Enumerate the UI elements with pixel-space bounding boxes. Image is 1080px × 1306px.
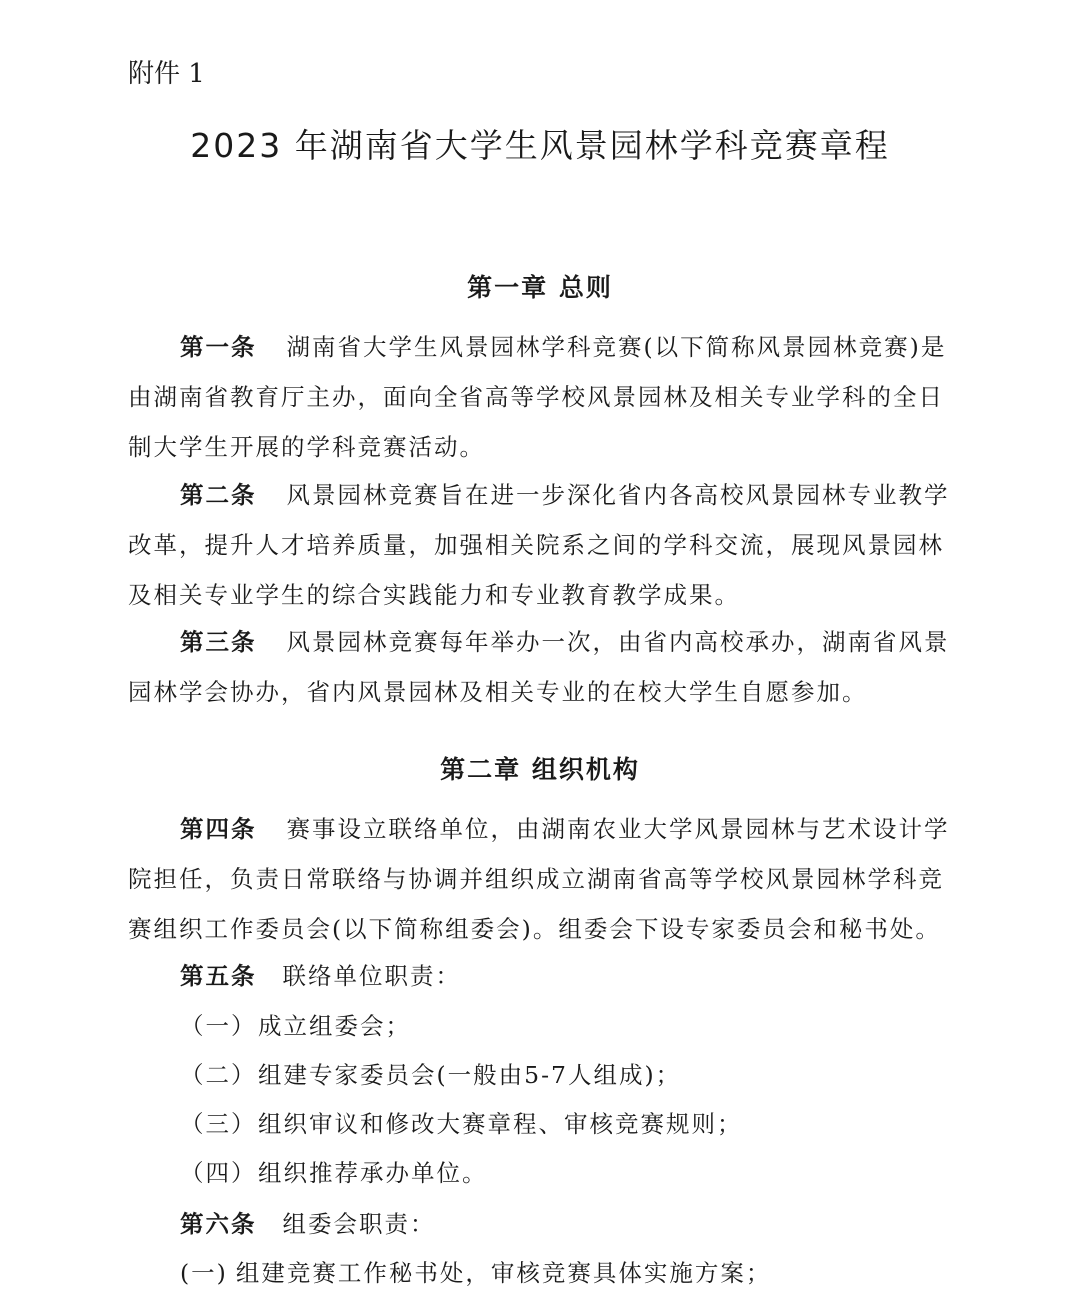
article-paragraph [128,804,968,954]
article-label: 第六条 [180,1210,257,1238]
chapter-heading: 第一章 总则 [467,273,613,302]
chapter-heading: 第二章 组织机构 [440,755,640,784]
article-paragraph [128,322,968,472]
article-paragraph [128,617,968,717]
list-item-text: 组织推荐承办单位。 [258,1159,488,1187]
list-item-text: 组建竞赛工作秘书处，审核竞赛具体实施方案； [235,1259,772,1287]
list-item [180,1057,681,1093]
article-label: 第五条 [180,962,257,990]
list-item-number: (一) [180,1259,228,1287]
article-line [180,958,461,994]
list-item-text: 组织审议和修改大赛章程、审核竞赛规则； [258,1110,743,1138]
article-text: 风景园林竞赛每年举办一次，由省内高校承办，湖南省风景园林学会协办，省内风景园林及相关专业的在校大学生自愿参加。 [128,628,950,706]
list-item-number: （二） [180,1061,257,1089]
article-label: 第一条 [180,333,257,361]
article-label: 第四条 [180,815,257,843]
article-label: 第三条 [180,628,257,656]
article-line [180,1206,436,1242]
list-item [180,1155,488,1191]
list-item-number: （三） [180,1110,257,1138]
attachment-label: 附件 1 [128,59,205,89]
article-text: 组委会职责： [282,1210,436,1238]
article-text: 风景园林竞赛旨在进一步深化省内各高校风景园林专业教学改革，提升人才培养质量，加强相关院系之间的学科交流，展现风景园林及相关专业学生的综合实践能力和专业教育教学成果。 [128,481,950,609]
article-text: 联络单位职责： [282,962,461,990]
list-item-number: （四） [180,1159,257,1187]
article-label: 第二条 [180,481,257,509]
list-item [180,1255,771,1291]
document-title: 2023 年湖南省大学生风景园林学科竞赛章程 [190,126,890,165]
article-paragraph [128,470,968,620]
article-text: 赛事设立联络单位，由湖南农业大学风景园林与艺术设计学院担任，负责日常联络与协调并组织成立湖南省高等学校风景园林学科竞赛组织工作委员会(以下简称组委会)。组委会下设专家委员会和秘书处。 [128,815,950,943]
article-text: 湖南省大学生风景园林学科竞赛(以下简称风景园林竞赛)是由湖南省教育厅主办，面向全省高等学校风景园林及相关专业学科的全日制大学生开展的学科竞赛活动。 [128,333,947,461]
list-item-text: 组建专家委员会(一般由5-7人组成)； [258,1061,682,1089]
list-item [180,1106,743,1142]
list-item-text: 成立组委会； [258,1012,411,1040]
list-item-number: （一） [180,1012,257,1040]
list-item [180,1008,411,1044]
